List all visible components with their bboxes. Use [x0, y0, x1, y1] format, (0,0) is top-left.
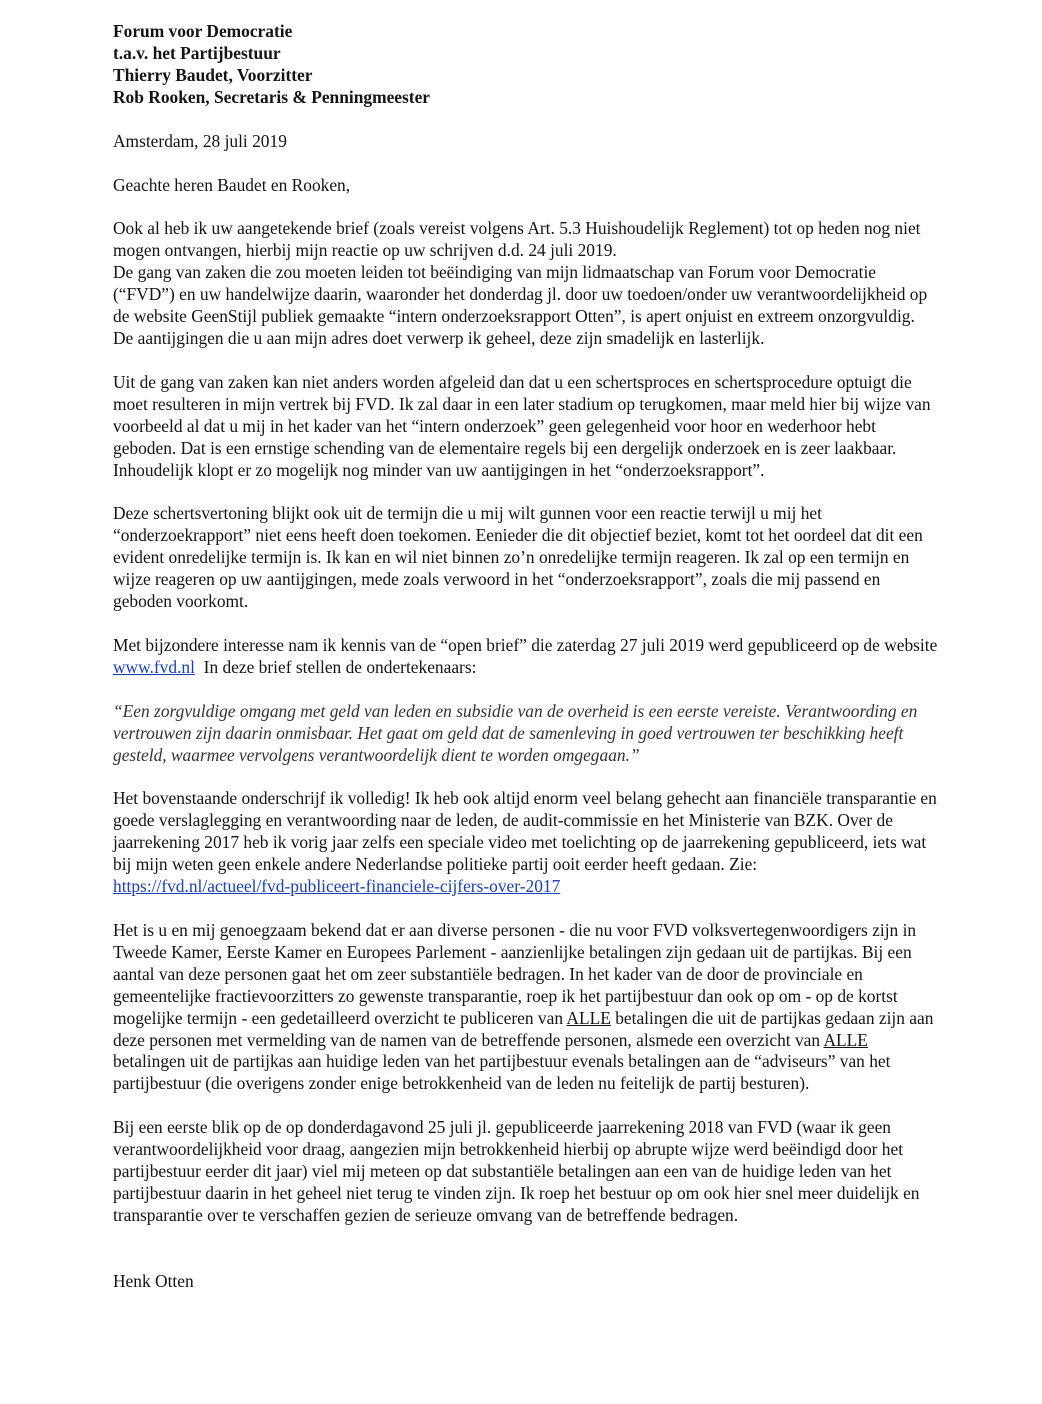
letter — [113, 21, 938, 1293]
signature: Henk Otten — [113, 1270, 194, 1291]
fvd-website-link[interactable]: www.fvd.nl — [113, 656, 195, 677]
paragraph-5-tail: In deze brief stellen de ondertekenaars: — [194, 656, 477, 677]
paragraph-3: Uit de gang van zaken kan niet anders worden afgeleid dan dat u een schertsproces en schertsprocedure optuigt die moet resulteren in mijn vertrek bij FVD. Ik zal daar in een later stadium op terugkomen, maar meld hier bij wijze van voorbeeld al dat u mij in het kader van het “intern onderzoek” geen gelegenheid voor hoor en wederhoor hebt geboden. Dat is een ernstige schending van de elementaire regels bij een dergelijk onderzoek en is zeer laakbaar. Inhoudelijk klopt er zo mogelijk nog minder van uw aantijgingen in het “onderzoeksrapport”. — [113, 371, 931, 480]
paragraph-6 — [113, 788, 938, 898]
paragraph-5-text: Met bijzondere interesse nam ik kennis van de “open brief” die zaterdag 27 juli 2019 werd gepubliceerd op de website — [113, 634, 938, 655]
addressee-secretary: Rob Rooken, Secretaris & Penningmeester — [113, 86, 431, 107]
open-letter-quote: “Een zorgvuldige omgang met geld van leden en subsidie van de overheid is een eerste vereiste. Verantwoording en vertrouwen zijn daarin onmisbaar. Het gaat om geld dat de samenleving in goed vertrouwen ter beschikking heeft gesteld, waarmee vervolgens verantwoordelijk dient te worden omgegaan.” — [113, 700, 918, 765]
paragraph-4: Deze schertsvertoning blijkt ook uit de termijn die u mij wilt gunnen voor een reactie terwijl u mij het “onderzoekrapport” niet eens heeft doen toekomen. Eenieder die dit objectief beziet, komt tot het oordeel dat dit een evident onredelijke termijn is. Ik kan en wil niet binnen zo’n onredelijke termijn reageren. Ik zal op een termijn en wijze reageren op uw aantijgingen, mede zoals verwoord in het “onderzoeksrapport”, zoals die mij passend en geboden voorkomt. — [113, 503, 923, 612]
emphasis-alle-1: ALLE — [566, 1007, 611, 1028]
addressee-block — [113, 21, 938, 109]
paragraph-8: Bij een eerste blik op de op donderdagavond 25 juli jl. gepubliceerde jaarrekening 2018 van FVD (waar ik geen verantwoordelijkheid voor draag, aangezien mijn betrokkenheid hierbij op abrupte wijze werd beëindigd door het partijbestuur eerder dit jaar) viel mij meteen op dat substantiële betalingen aan een van de huidige leden van het partijbestuur daarin in het geheel niet terug te vinden zijn. Ik roep het bestuur op om ook hier snel meer duidelijk en transparantie over te verschaffen gezien de serieuze omvang van de betreffende bedragen. — [113, 1117, 920, 1225]
addressee-organization: Forum voor Democratie — [113, 21, 293, 41]
paragraph-7-text-1: Het is u en mij genoegzaam bekend dat er aan diverse personen - die nu voor FVD volksvertegenwoordigers zijn in Tweede Kamer, Eerste Kamer en Europees Parlement - aanzienlijke betalingen zijn gedaan uit de partijkas. Bij een aantal van deze personen gaat het om zeer substantiële bedragen. In het kader van de door de provinciale en gemeentelijke fractievoorzitters zo gewenste transparantie, roep ik het partijbestuur dan ook op om - op de kortst mogelijke termijn - een gedetailleerd overzicht te publiceren van — [113, 920, 917, 1028]
letter-date: Amsterdam, 28 juli 2019 — [113, 130, 287, 151]
financial-figures-link[interactable]: https://fvd.nl/actueel/fvd-publiceert-financiele-cijfers-over-2017 — [113, 876, 561, 897]
addressee-chairman: Thierry Baudet, Voorzitter — [113, 64, 313, 85]
salutation: Geachte heren Baudet en Rooken, — [113, 174, 351, 195]
paragraph-6-text: Het bovenstaande onderschrijf ik volledig! Ik heb ook altijd enorm veel belang gehecht aan financiële transparantie en goede verslaglegging en verantwoording naar de leden, de audit-commissie en het Ministerie van BZK. Over de jaarrekening 2017 heb ik vorig jaar zelfs een speciale video met toelichting op de jaarrekening gepubliceerd, iets wat bij mijn weten geen enkele andere Nederlandse politieke partij ooit eerder heeft gedaan. Zie: — [113, 788, 937, 875]
addressee-attention: t.a.v. het Partijbestuur — [113, 42, 281, 63]
emphasis-alle-2: ALLE — [823, 1029, 868, 1050]
paragraph-2: De gang van zaken die zou moeten leiden tot beëindiging van mijn lidmaatschap van Forum voor Democratie (“FVD”) en uw handelwijze daarin, waaronder het donderdag jl. door uw toedoen/onder uw verantwoordelijkheid op de website GeenStijl publiek gemaakte “intern onderzoeksrapport Otten”, is apert onjuist en extreem onzorgvuldig. De aantijgingen die u aan mijn adres doet verwerp ik geheel, deze zijn smadelijk en lasterlijk. — [113, 262, 928, 348]
paragraph-7-text-2: betalingen die uit de partijkas gedaan zijn aan deze personen met vermelding van de namen van de betreffende personen, alsmede een overzicht van — [113, 1007, 934, 1050]
paragraph-7 — [113, 920, 938, 1095]
paragraph-1: Ook al heb ik uw aangetekende brief (zoals vereist volgens Art. 5.3 Huishoudelijk Reglement) tot op heden nog niet mogen ontvangen, hierbij mijn reactie op uw schrijven d.d. 24 juli 2019. — [113, 218, 921, 261]
paragraph-5 — [113, 635, 938, 679]
paragraph-7-text-3: betalingen uit de partijkas aan huidige leden van het partijbestuur evenals betalingen aan de “adviseurs” van het partijbestuur (die overigens zonder enige betrokkenheid van de leden nu feitelijk de partij besturen). — [113, 1051, 891, 1094]
